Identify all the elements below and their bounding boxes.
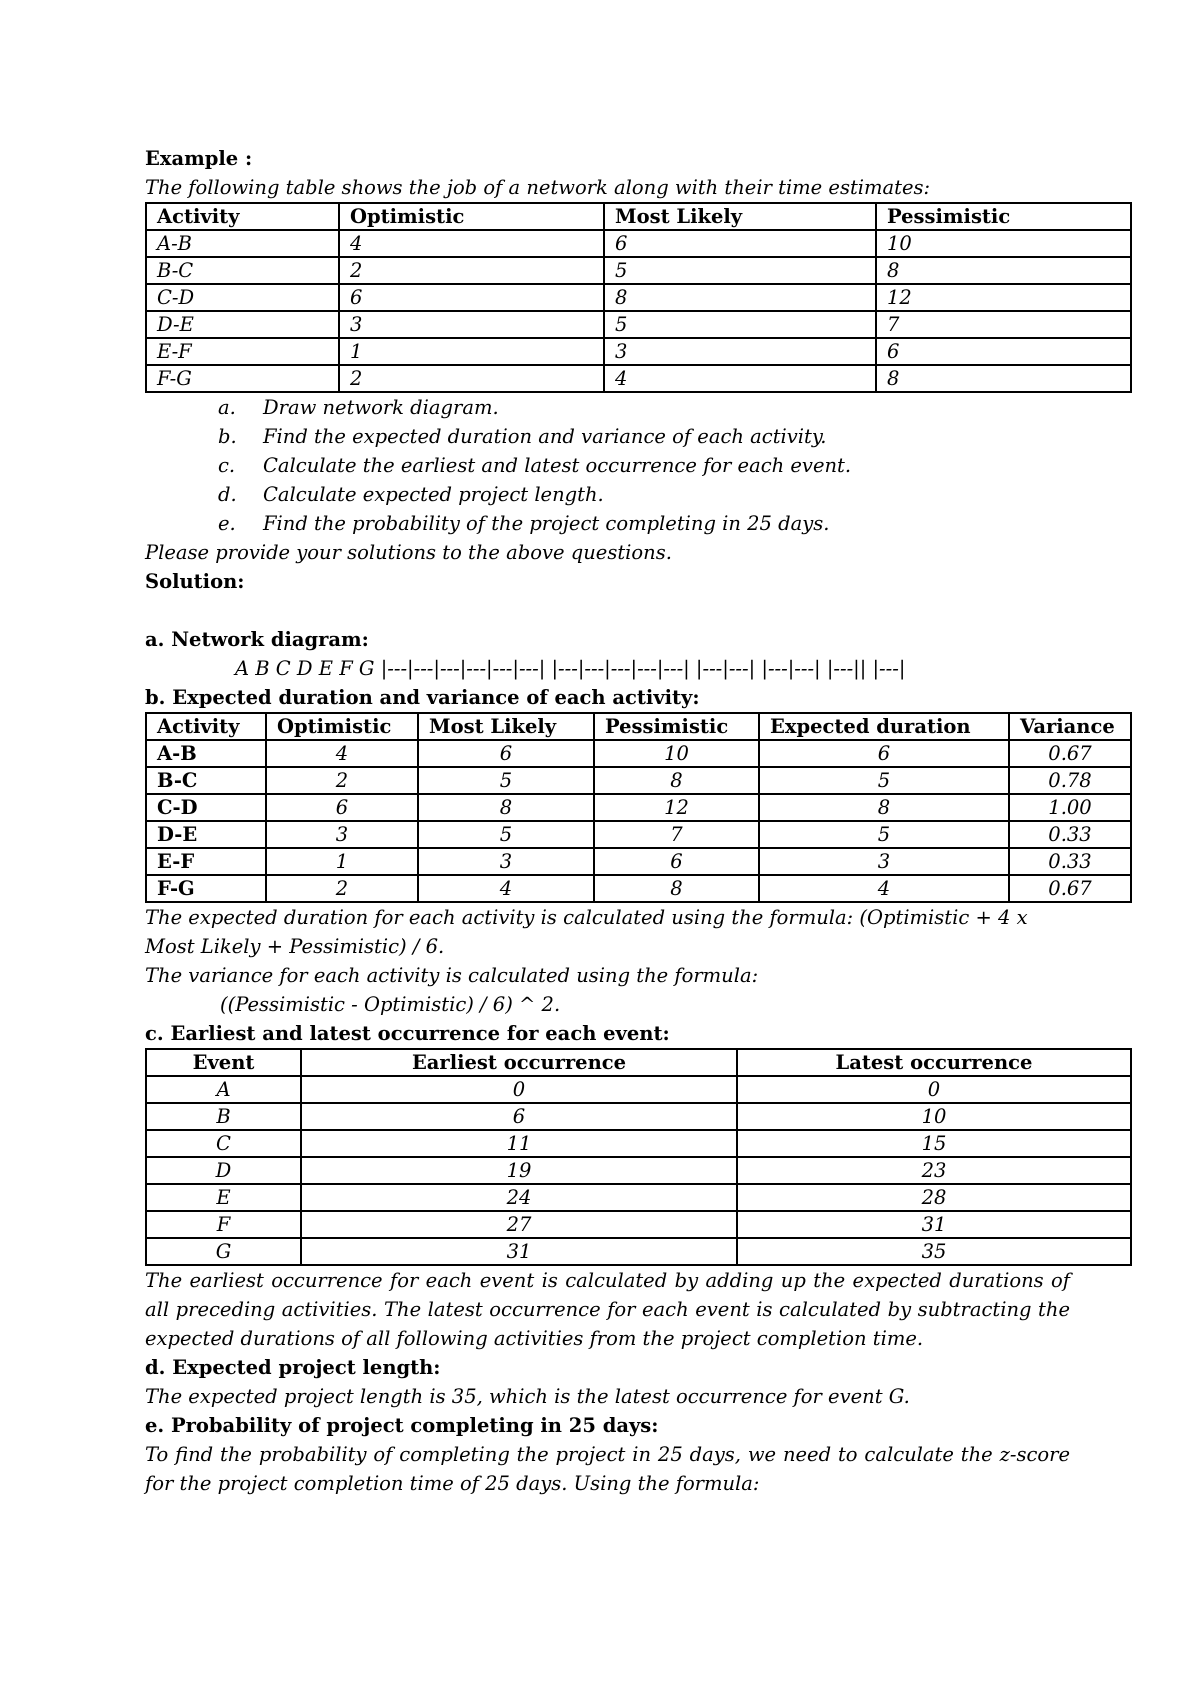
table-cell: 1.00: [1009, 794, 1131, 821]
table-cell: F-G: [146, 365, 339, 392]
column-header: Expected duration: [759, 713, 1009, 740]
table-cell: 6: [604, 230, 876, 257]
table-cell: 0.67: [1009, 875, 1131, 902]
table-cell: 4: [339, 230, 604, 257]
table-cell: 10: [594, 740, 759, 767]
section-b-heading: b. Expected duration and variance of each activity:: [145, 686, 700, 709]
table-cell: 10: [876, 230, 1131, 257]
table-row: [146, 1184, 1131, 1211]
table-cell: 0.33: [1009, 821, 1131, 848]
table-row: [146, 740, 1131, 767]
table-cell: 28: [737, 1184, 1131, 1211]
table-cell: 0: [737, 1076, 1131, 1103]
table-row: [146, 1130, 1131, 1157]
table-cell: 19: [301, 1157, 737, 1184]
column-header: Most Likely: [418, 713, 594, 740]
table-cell: 10: [737, 1103, 1131, 1130]
table-cell: 35: [737, 1238, 1131, 1265]
table-cell: 2: [266, 767, 418, 794]
table-cell: 5: [759, 821, 1009, 848]
table-row: [146, 1211, 1131, 1238]
table-cell: 4: [266, 740, 418, 767]
table-cell: 6: [876, 338, 1131, 365]
table-cell: A: [146, 1076, 301, 1103]
table-row: [146, 1076, 1131, 1103]
question-text: Calculate expected project length.: [263, 483, 604, 506]
table-header-row: [146, 1049, 1131, 1076]
column-header: Activity: [146, 713, 266, 740]
column-header: Activity: [146, 203, 339, 230]
table-row: [146, 821, 1131, 848]
table-cell: 7: [594, 821, 759, 848]
table-cell: 2: [266, 875, 418, 902]
table-cell: 23: [737, 1157, 1131, 1184]
table-cell: 3: [604, 338, 876, 365]
table-cell: 6: [418, 740, 594, 767]
table-row: [146, 230, 1131, 257]
table-cell: 6: [594, 848, 759, 875]
table-cell: 6: [266, 794, 418, 821]
variance-formula-line2: ((Pessimistic - Optimistic) / 6) ^ 2.: [220, 993, 561, 1016]
question-item: [218, 509, 1130, 538]
table-cell: E: [146, 1184, 301, 1211]
column-header: Pessimistic: [594, 713, 759, 740]
table-cell: 3: [759, 848, 1009, 875]
table-cell: F-G: [146, 875, 266, 902]
variance-formula-line1: The variance for each activity is calculated using the formula:: [145, 964, 759, 987]
table-cell: 4: [418, 875, 594, 902]
question-text: Draw network diagram.: [263, 396, 499, 419]
table-cell: 2: [339, 257, 604, 284]
table-cell: 6: [339, 284, 604, 311]
column-header: Event: [146, 1049, 301, 1076]
table-cell: 0.78: [1009, 767, 1131, 794]
table-cell: 2: [339, 365, 604, 392]
question-text: Calculate the earliest and latest occurrence for each event.: [263, 454, 852, 477]
table-row: [146, 1103, 1131, 1130]
table-row: [146, 311, 1131, 338]
question-letter: d.: [218, 483, 237, 506]
table-cell: 8: [418, 794, 594, 821]
section-d-heading: d. Expected project length:: [145, 1356, 441, 1379]
table-cell: 3: [266, 821, 418, 848]
table-cell: 15: [737, 1130, 1131, 1157]
column-header: Optimistic: [339, 203, 604, 230]
table-cell: 6: [759, 740, 1009, 767]
question-text: Find the probability of the project completing in 25 days.: [263, 512, 830, 535]
table-row: [146, 1157, 1131, 1184]
table-cell: E-F: [146, 848, 266, 875]
table-cell: 8: [876, 257, 1131, 284]
column-header: Most Likely: [604, 203, 876, 230]
table-cell: 5: [604, 311, 876, 338]
table-cell: 5: [418, 767, 594, 794]
column-header: Latest occurrence: [737, 1049, 1131, 1076]
section-c-heading: c. Earliest and latest occurrence for each event:: [145, 1022, 670, 1045]
duration-variance-table: [145, 712, 1132, 903]
table-cell: F: [146, 1211, 301, 1238]
table-cell: 12: [594, 794, 759, 821]
table-cell: 24: [301, 1184, 737, 1211]
table-cell: 0.67: [1009, 740, 1131, 767]
table-cell: 31: [737, 1211, 1131, 1238]
table-cell: 5: [418, 821, 594, 848]
question-letter: c.: [218, 454, 236, 477]
table-row: [146, 338, 1131, 365]
table-cell: 4: [759, 875, 1009, 902]
table-cell: G: [146, 1238, 301, 1265]
table-cell: 5: [759, 767, 1009, 794]
duration-formula-line2: Most Likely + Pessimistic) / 6.: [145, 935, 445, 958]
table-cell: 4: [604, 365, 876, 392]
document-page: [145, 144, 1130, 1498]
time-estimates-table: [145, 202, 1132, 393]
table-cell: B-C: [146, 767, 266, 794]
table-row: [146, 257, 1131, 284]
table-cell: A-B: [146, 740, 266, 767]
question-letter: a.: [218, 396, 236, 419]
occurrence-table: [145, 1048, 1132, 1266]
question-text: Find the expected duration and variance of each activity.: [263, 425, 827, 448]
project-length-text: The expected project length is 35, which is the latest occurrence for event G.: [145, 1385, 910, 1408]
table-row: [146, 1238, 1131, 1265]
question-list: [145, 393, 1130, 538]
table-cell: 8: [594, 875, 759, 902]
table-cell: 3: [418, 848, 594, 875]
table-cell: 5: [604, 257, 876, 284]
section-a-heading: a. Network diagram:: [145, 628, 369, 651]
table-cell: 31: [301, 1238, 737, 1265]
table-cell: B-C: [146, 257, 339, 284]
column-header: Variance: [1009, 713, 1131, 740]
table-cell: C-D: [146, 284, 339, 311]
table-header-row: [146, 713, 1131, 740]
table-cell: 1: [266, 848, 418, 875]
table-cell: D-E: [146, 311, 339, 338]
table-row: [146, 284, 1131, 311]
table-cell: 8: [594, 767, 759, 794]
table-cell: 3: [339, 311, 604, 338]
solution-heading: Solution:: [145, 570, 245, 593]
table-cell: D-E: [146, 821, 266, 848]
occurrence-note: The earliest occurrence for each event is calculated by adding up the expected durations of all preceding activities. The latest occurrence for each event is calculated by subtracting the expected durations of all following activities from the project completion time.: [145, 1269, 1070, 1350]
table-cell: 0.33: [1009, 848, 1131, 875]
table-cell: 1: [339, 338, 604, 365]
table-row: [146, 794, 1131, 821]
table-cell: C: [146, 1130, 301, 1157]
table-row: [146, 767, 1131, 794]
example-heading: Example :: [145, 147, 253, 170]
probability-text: To find the probability of completing the project in 25 days, we need to calculate the z-score for the project completion time of 25 days. Using the formula:: [145, 1443, 1070, 1495]
table-row: [146, 848, 1131, 875]
table-cell: C-D: [146, 794, 266, 821]
column-header: Optimistic: [266, 713, 418, 740]
table-cell: 11: [301, 1130, 737, 1157]
table-cell: 8: [759, 794, 1009, 821]
table-cell: 6: [301, 1103, 737, 1130]
table-cell: 12: [876, 284, 1131, 311]
question-letter: e.: [218, 512, 236, 535]
table-cell: 8: [604, 284, 876, 311]
solution-prompt: Please provide your solutions to the above questions.: [145, 541, 672, 564]
table-cell: 0: [301, 1076, 737, 1103]
duration-formula-line1: The expected duration for each activity is calculated using the formula: (Optimistic + 4 x: [145, 906, 1028, 929]
question-item: [218, 480, 1130, 509]
column-header: Earliest occurrence: [301, 1049, 737, 1076]
network-diagram-text: A B C D E F G |---|---|---|---|---|---| |---|---|---|---|---| |---|---| |---|---| |---|| |---|: [235, 657, 906, 680]
table-row: [146, 875, 1131, 902]
table-cell: 27: [301, 1211, 737, 1238]
question-item: [218, 393, 1130, 422]
table-cell: D: [146, 1157, 301, 1184]
question-item: [218, 451, 1130, 480]
table-row: [146, 365, 1131, 392]
table-cell: 8: [876, 365, 1131, 392]
table-cell: 7: [876, 311, 1131, 338]
spacer: [145, 596, 1130, 625]
question-item: [218, 422, 1130, 451]
table-cell: E-F: [146, 338, 339, 365]
column-header: Pessimistic: [876, 203, 1131, 230]
table-cell: B: [146, 1103, 301, 1130]
table-header-row: [146, 203, 1131, 230]
question-letter: b.: [218, 425, 237, 448]
example-intro: The following table shows the job of a network along with their time estimates:: [145, 176, 931, 199]
section-e-heading: e. Probability of project completing in 25 days:: [145, 1414, 659, 1437]
table-cell: A-B: [146, 230, 339, 257]
